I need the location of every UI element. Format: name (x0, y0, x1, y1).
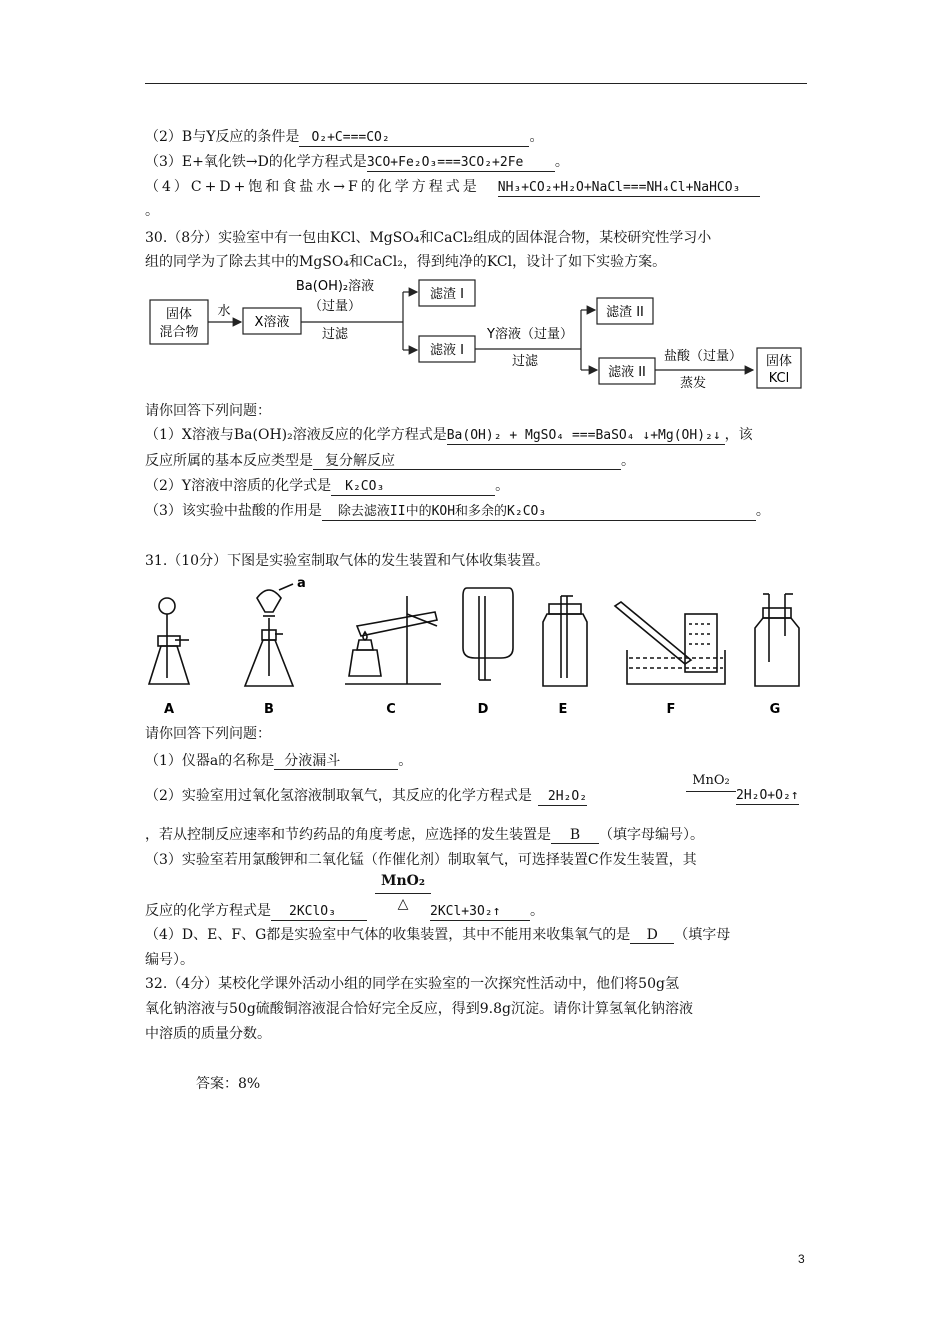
q30-part1b: 反应所属的基本反应类型是 复分解反应 。 (145, 453, 635, 469)
apparatus-b-label: B (264, 702, 274, 717)
q29-part4-end: 。 (145, 203, 159, 219)
flow-reagent3-label: 盐酸（过量） (663, 349, 743, 364)
q31-part4b: 编号）。 (145, 952, 194, 968)
q31-ask: 请你回答下列问题： (145, 726, 271, 742)
flow-filtrate2-label: 滤液 II (608, 365, 646, 380)
q30-part2-answer: K₂CO₃ (331, 479, 495, 496)
q32-answer: 答案：8% (196, 1076, 261, 1092)
flow-kcl-label-1: 固体 (765, 354, 793, 369)
flow-residue1-label: 滤渣 I (430, 287, 464, 302)
q31-part1: （1）仪器a的名称是 分液漏斗 。 (145, 753, 413, 769)
q30-flowchart (145, 272, 815, 397)
q31-part3-line1: （3）实验室若用氯酸钾和二氧化锰（作催化剂）制取氧气，可选择装置C作发生装置，其 (145, 852, 697, 868)
flow-kcl-label-2: KCl (768, 371, 790, 386)
flow-solid-label-1: 固体 (165, 307, 193, 322)
flow-evaporate-label: 蒸发 (679, 376, 707, 391)
apparatus-f (615, 602, 725, 684)
apparatus-e-label: E (558, 702, 568, 717)
q32-line2: 氧化钠溶液与50g硫酸铜溶液混合恰好完全反应，得到9.8g沉淀。请你计算氢氧化钠溶液 (145, 1001, 694, 1017)
flow-water-label: 水 (217, 304, 231, 319)
q31-part3-left: 2KClO₃ (271, 904, 367, 921)
q32-line3: 中溶质的质量分数。 (145, 1026, 271, 1042)
q30-intro-line2: 组的同学为了除去其中的MgSO₄和CaCl₂，得到纯净的KCl，设计了如下实验方案。 (145, 254, 667, 270)
apparatus-b-label-a: a (297, 576, 306, 591)
q31-part2-right: 2H₂O+O₂↑ (736, 788, 799, 803)
flow-reagent2-label: Y溶液（过量） (487, 327, 573, 342)
q29-part4-answer: NH₃+CO₂+H₂O+NaCl===NH₄Cl+NaHCO₃ (498, 180, 760, 197)
q31-part2b: ，若从控制反应速率和节约药品的角度考虑，应选择的发生装置是 B （填字母编号）。 (145, 827, 704, 843)
q30-part2: （2）Y溶液中溶质的化学式是 K₂CO₃ 。 (145, 478, 510, 494)
q31-part3-right: 2KCl+3O₂↑ 。 (430, 903, 544, 919)
q30-part1-answer: Ba(OH)₂ + MgSO₄ ===BaSO₄ ↓+Mg(OH)₂↓ (447, 428, 725, 445)
q31-part2: （2）实验室用过氧化氢溶液制取氧气，其反应的化学方程式是 2H₂O₂ (145, 788, 588, 804)
apparatus-d (463, 588, 513, 680)
apparatus-g-label: G (769, 702, 781, 717)
apparatus-d-label: D (477, 702, 489, 717)
q31-part2-catalyst: MnO₂ (692, 773, 730, 788)
q31-apparatus-figure (145, 576, 810, 720)
q30-intro-line1: 30.（8分）实验室中有一包由KCl、MgSO₄和CaCl₂组成的固体混合物，某校研究性学习小 (145, 230, 712, 246)
q29-part2: （2）B与Y反应的条件是 O₂+C===CO₂ 。 (145, 129, 544, 145)
apparatus-g (755, 594, 799, 686)
q29-part2-answer: O₂+C===CO₂ (299, 130, 529, 147)
q30-part3: （3）该实验中盐酸的作用是 除去滤液II中的KOH和多余的K₂CO₃ 。 (145, 503, 770, 519)
q31-part2-left: 2H₂O₂ (538, 789, 587, 806)
apparatus-b (245, 584, 293, 686)
q31-part2b-answer: B (551, 827, 599, 844)
flow-filtrate1-label: 滤液 I (430, 343, 464, 358)
q31-part3-heat-condition: △ (397, 896, 409, 912)
apparatus-a (149, 598, 189, 684)
flow-filter2-label: 过滤 (511, 354, 539, 369)
apparatus-c-label: C (386, 702, 396, 717)
q30-part3-answer: 除去滤液II中的KOH和多余的K₂CO₃ (322, 504, 756, 521)
flow-reagent1-qualifier: （过量） (308, 299, 362, 314)
apparatus-f-label: F (666, 702, 676, 717)
q29-part3: （3）E+氧化铁→D的化学方程式是3CO+Fe₂O₃===3CO₂+2Fe 。 (145, 154, 569, 170)
q30-part1b-answer: 复分解反应 (313, 453, 621, 470)
q31-part2-reaction-bar (686, 791, 736, 792)
q31-part1-answer: 分液漏斗 (274, 753, 398, 770)
q30-ask: 请你回答下列问题： (145, 403, 271, 419)
q32-line1: 32.（4分）某校化学课外活动小组的同学在实验室的一次探究性活动中，他们将50g氢 (145, 976, 679, 992)
page-number: 3 (798, 1252, 805, 1266)
apparatus-e (543, 596, 587, 686)
flow-reagent1-label: Ba(OH)₂溶液 (295, 279, 375, 294)
q31-part3-catalyst: MnO₂ (380, 873, 425, 889)
q29-part4: （4）C+D+饱和食盐水→F的化学方程式是 NH₃+CO₂+H₂O+NaCl===NH₄Cl+NaHCO₃ (145, 177, 760, 197)
flow-solid-label-2: 混合物 (159, 325, 199, 340)
flow-filter1-label: 过滤 (321, 327, 349, 342)
q31-part3-reaction-bar (375, 893, 431, 894)
q31-part4: （4）D、E、F、G都是实验室中气体的收集装置，其中不能用来收集氧气的是 D （填字母 (145, 927, 731, 943)
header-rule (145, 83, 807, 84)
q31-part4-answer: D (630, 927, 674, 944)
apparatus-c (345, 596, 441, 684)
flow-x-label: X溶液 (254, 315, 290, 330)
q31-intro: 31.（10分）下图是实验室制取气体的发生装置和气体收集装置。 (145, 553, 550, 569)
q29-part3-answer: 3CO+Fe₂O₃===3CO₂+2Fe (367, 155, 555, 172)
q30-part1: （1）X溶液与Ba(OH)₂溶液反应的化学方程式是Ba(OH)₂ + MgSO₄ ===BaSO₄ ↓+Mg(OH)₂↓ ，该 (145, 427, 753, 443)
flow-residue2-label: 滤渣 II (606, 305, 644, 320)
apparatus-a-label: A (163, 702, 175, 717)
q31-part3: 反应的化学方程式是 2KClO₃ (145, 901, 367, 921)
